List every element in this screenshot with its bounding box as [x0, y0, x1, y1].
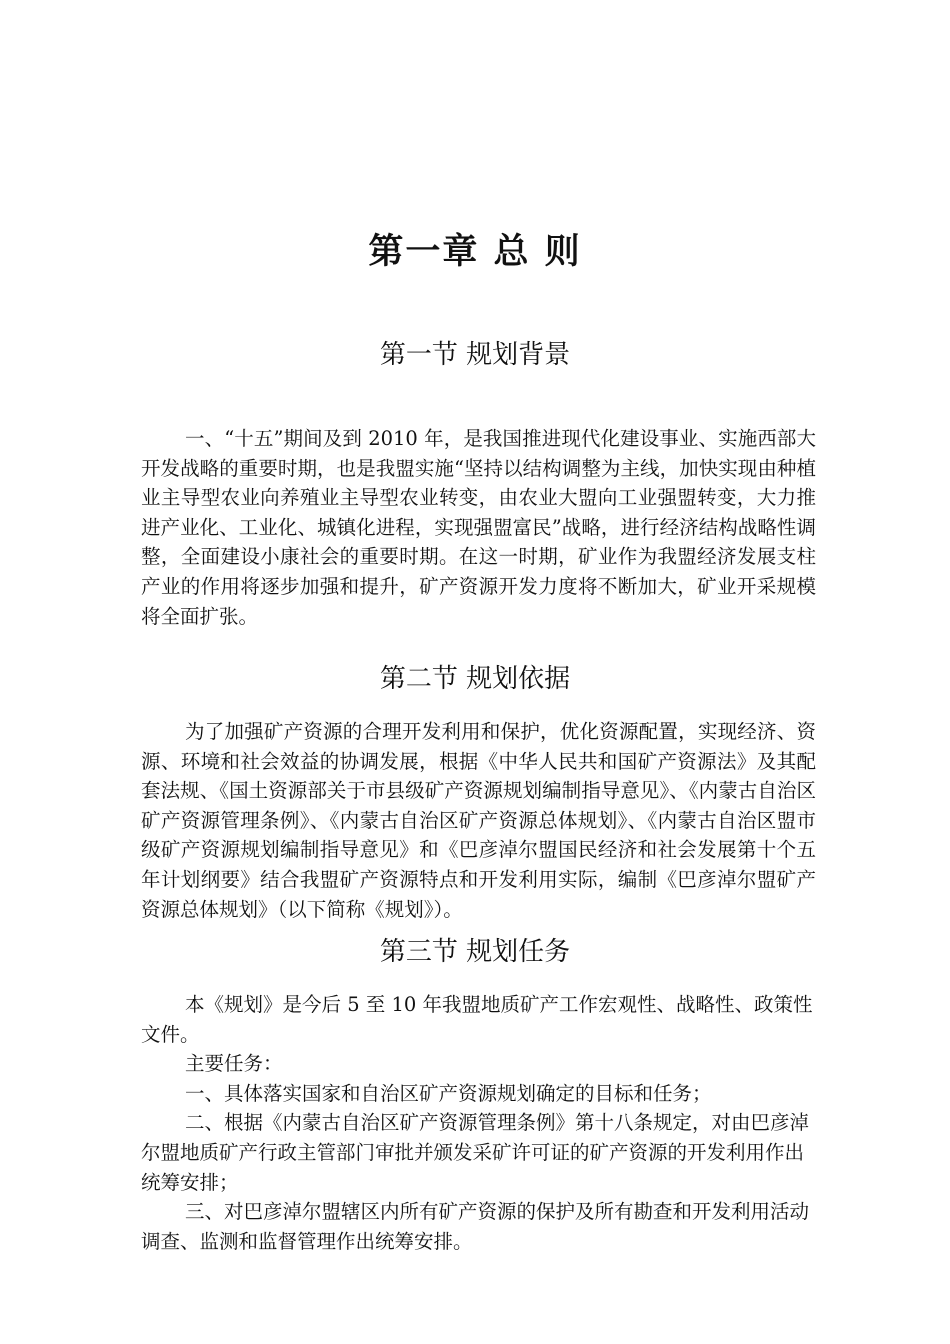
paragraph: 主要任务：	[185, 1052, 283, 1076]
section-title-tasks: 第三节 规划任务	[379, 937, 571, 967]
section-body-background	[141, 424, 816, 631]
section-title-basis: 第二节 规划依据	[379, 664, 571, 694]
paragraph: 本《规划》是今后 5 至 10 年我盟地质矿产工作宏观性、战略性、政策性文件。	[141, 993, 813, 1046]
paragraph: 为了加强矿产资源的合理开发利用和保护，优化资源配置，实现经济、资源、环境和社会效益的协调发展，根据《中华人民共和国矿产资源法》及其配套法规、《国土资源部关于市县级矿产资源规划编制指导意见》、《内蒙古自治区矿产资源管理条例》、《内蒙古自治区矿产资源总体规划》、《内蒙古自治区盟市级矿产资源规划编制指导意见》和《巴彦淖尔盟国民经济和社会发展第十个五年计划纲要》结合我盟矿产资源特点和开发利用实际，编制《巴彦淖尔盟矿产资源总体规划》（以下简称《规划》）。	[141, 720, 816, 921]
paragraph: 三、对巴彦淖尔盟辖区内所有矿产资源的保护及所有勘查和开发利用活动调查、监测和监督管理作出统筹安排。	[141, 1200, 810, 1253]
paragraph: 一、“十五”期间及到 2010 年，是我国推进现代化建设事业、实施西部大开发战略的重要时期，也是我盟实施“坚持以结构调整为主线，加快实现由种植业主导型农业向养殖业主导型农业转变，由农业大盟向工业强盟转变，大力推进产业化、工业化、城镇化进程，实现强盟富民”战略，进行经济结构战略性调整，全面建设小康社会的重要时期。在这一时期，矿业作为我盟经济发展支柱产业的作用将逐步加强和提升，矿产资源开发力度将不断加大，矿业开采规模将全面扩张。	[141, 427, 816, 628]
section-body-basis	[141, 717, 816, 924]
chapter-title: 第一章 总 则	[368, 231, 582, 272]
paragraph: 一、具体落实国家和自治区矿产资源规划确定的目标和任务；	[185, 1081, 712, 1105]
paragraph: 二、根据《内蒙古自治区矿产资源管理条例》第十八条规定，对由巴彦淖尔盟地质矿产行政主管部门审批并颁发采矿许可证的矿产资源的开发利用作出统筹安排；	[141, 1111, 810, 1194]
section-body-tasks	[141, 990, 816, 1256]
section-title-background: 第一节 规划背景	[379, 340, 571, 370]
